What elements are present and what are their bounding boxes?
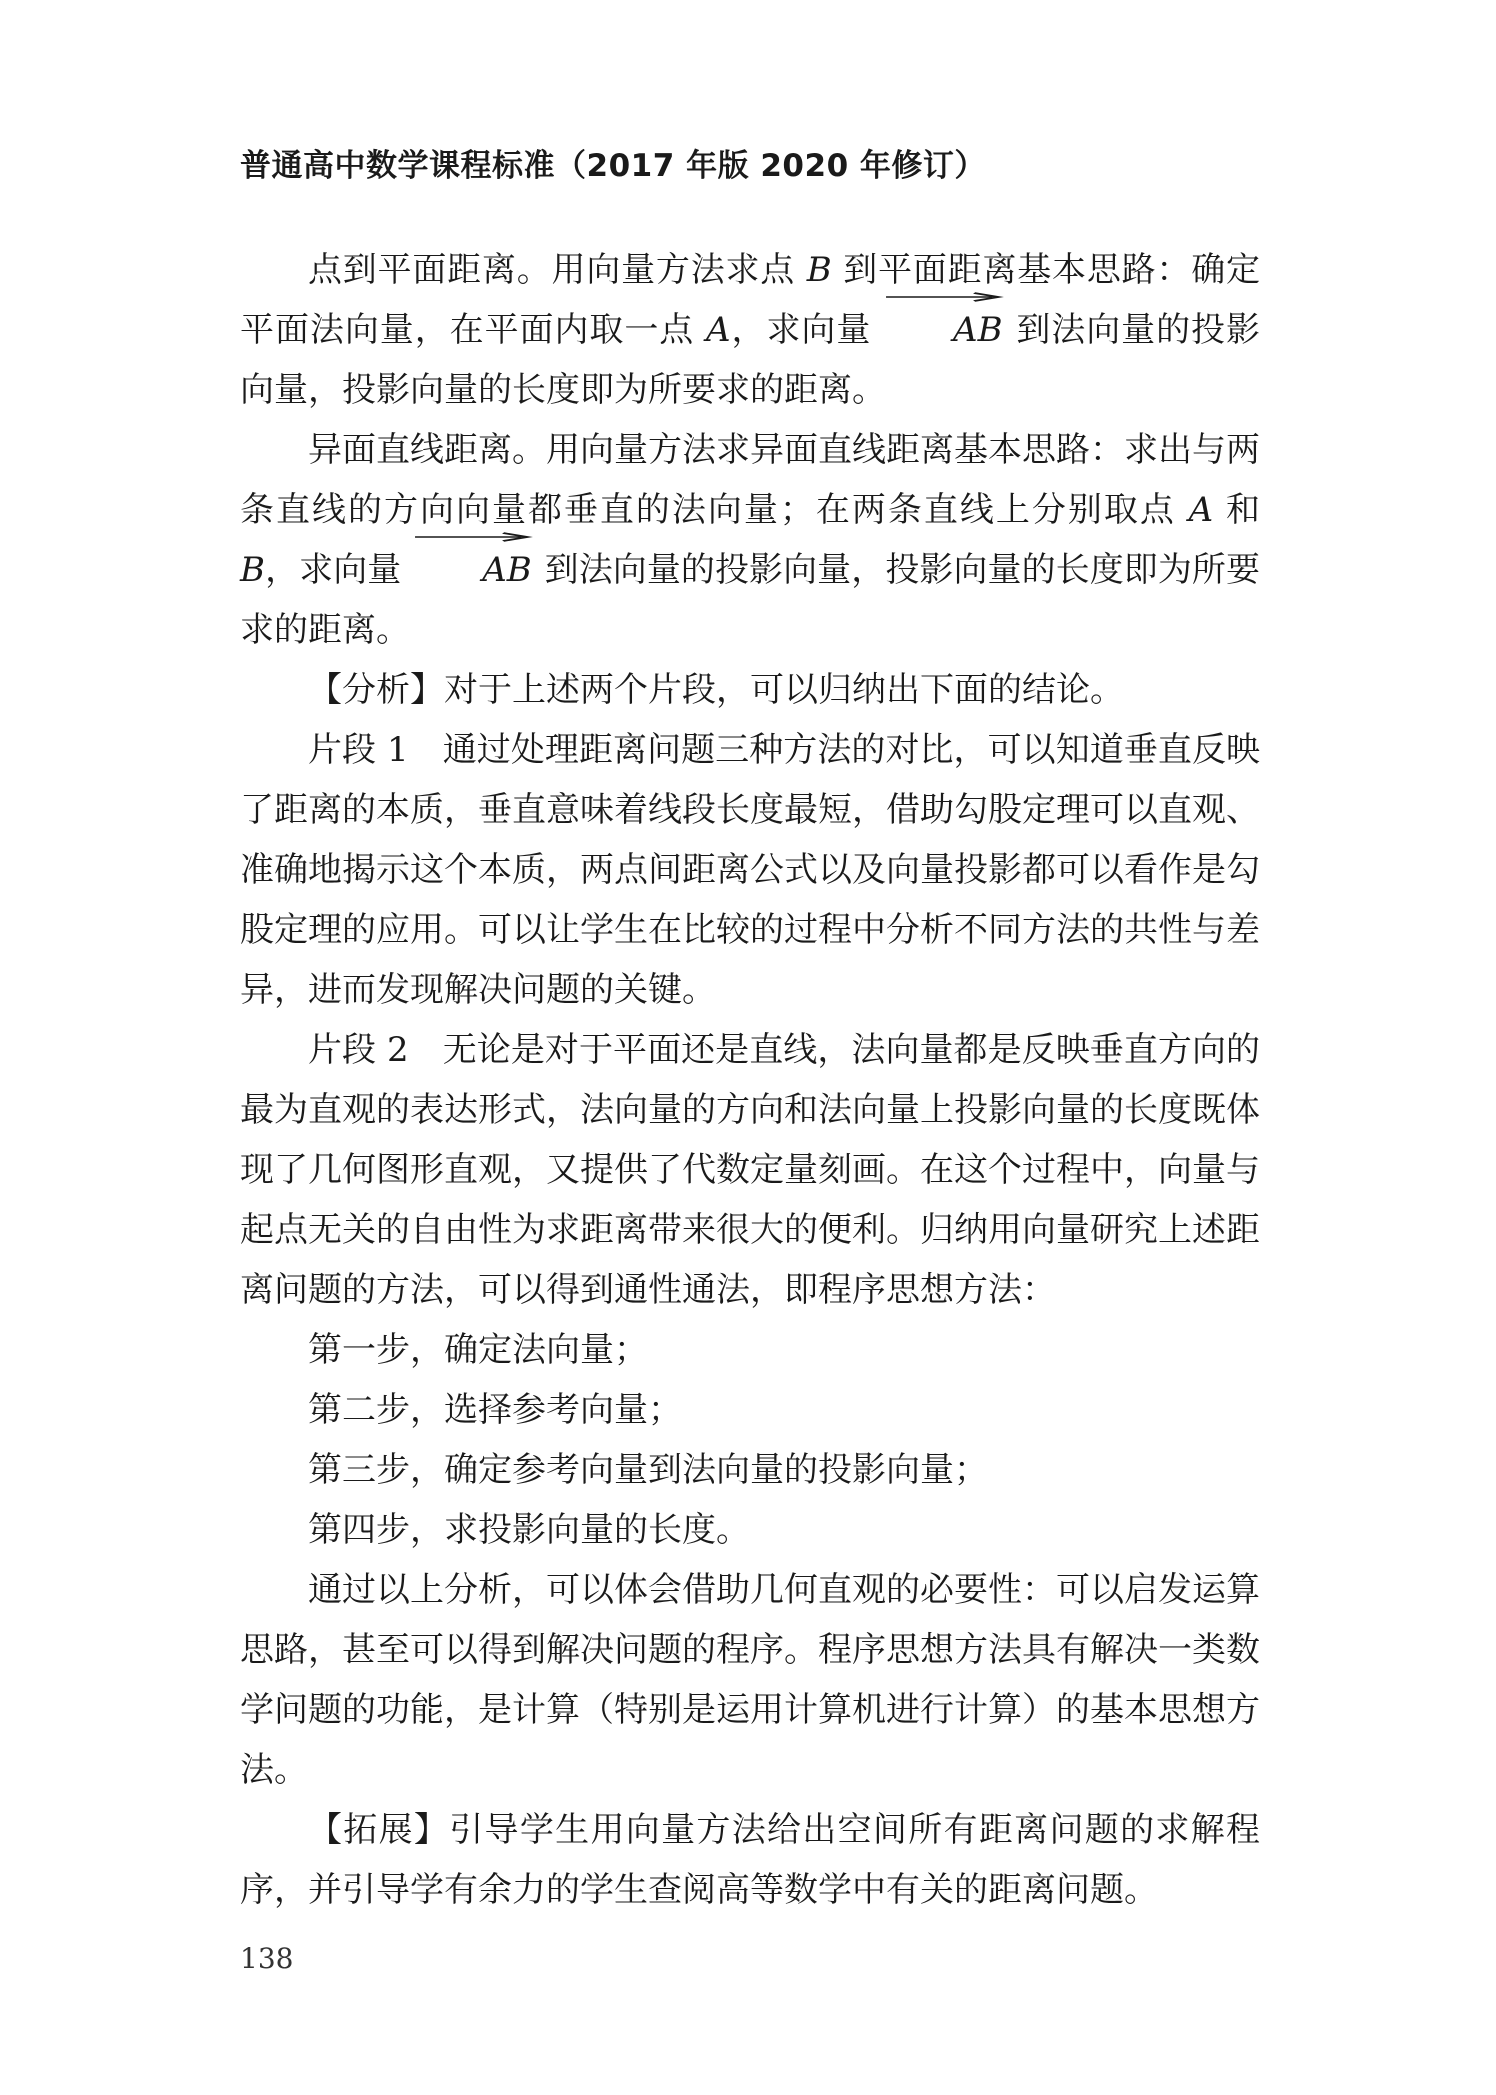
- paragraph-fragment-2: [240, 1020, 1260, 1320]
- vector-ab: [412, 540, 534, 600]
- point-a-symbol: A: [1188, 490, 1214, 530]
- point-b-symbol: B: [240, 550, 265, 590]
- text-run: ，求向量: [730, 310, 884, 350]
- text-run: 到法向量的投影向量，投影向量的长度即为所要求的距离。: [240, 550, 1260, 650]
- running-header: 普通高中数学课程标准（2017 年版 2020 年修订）: [240, 148, 986, 184]
- page-body: [240, 240, 1260, 1920]
- paragraph-extension: 【拓展】引导学生用向量方法给出空间所有距离问题的求解程序，并引导学有余力的学生查阅高等数学中有关的距离问题。: [240, 1810, 1260, 1910]
- step-item: 第一步，确定法向量；: [308, 1330, 648, 1370]
- fragment-text: 通过处理距离问题三种方法的对比，可以知道垂直反映了距离的本质，垂直意味着线段长度最短，借助勾股定理可以直观、准确地揭示这个本质，两点间距离公式以及向量投影都可以看作是勾股定理的应用。可以让学生在比较的过程中分析不同方法的共性与差异，进而发现解决问题的关键。: [240, 730, 1261, 1010]
- fragment-label: 片段 2: [308, 1030, 409, 1070]
- point-a-symbol: A: [706, 310, 731, 350]
- paragraph-point-to-plane: [240, 240, 1260, 420]
- paragraph-fragment-1: [240, 720, 1260, 1020]
- step-item: 第四步，求投影向量的长度。: [308, 1510, 750, 1550]
- point-b-symbol: B: [806, 250, 832, 290]
- step-item: 第三步，确定参考向量到法向量的投影向量；: [308, 1450, 988, 1490]
- paragraph-conclusion: 通过以上分析，可以体会借助几何直观的必要性：可以启发运算思路，甚至可以得到解决问题的程序。程序思想方法具有解决一类数学问题的功能，是计算（特别是运用计算机进行计算）的基本思想方法。: [240, 1570, 1260, 1790]
- fragment-label: 片段 1: [308, 730, 409, 770]
- paragraph-analysis: 【分析】对于上述两个片段，可以归纳出下面的结论。: [308, 670, 1124, 710]
- vector-label: AB: [482, 550, 532, 590]
- vector-label: AB: [953, 310, 1003, 350]
- text-run: 到法向量的投影向量，投影向量的长度即为所要求的距离。: [240, 310, 1260, 410]
- text-run: 异面直线距离。用向量方法求异面直线距离基本思路：求出与两条直线的方向向量都垂直的法向量；在两条直线上分别取点: [240, 430, 1260, 530]
- vector-arrow-icon: [883, 291, 1005, 303]
- vector-ab: [883, 300, 1005, 360]
- fragment-text: 无论是对于平面还是直线，法向量都是反映垂直方向的最为直观的表达形式，法向量的方向和法向量上投影向量的长度既体现了几何图形直观，又提供了代数定量刻画。在这个过程中，向量与起点无关的自由性为求距离带来很大的便利。归纳用向量研究上述距离问题的方法，可以得到通性通法，即程序思想方法：: [240, 1030, 1261, 1310]
- text-run: 点到平面距离。用向量方法求点: [308, 250, 807, 290]
- page-number: 138: [240, 1942, 294, 1975]
- text-run: 和: [1213, 490, 1260, 530]
- step-item: 第二步，选择参考向量；: [308, 1390, 682, 1430]
- text-run: 到平面距离基本思路：确定平面法向量，在平面内取一点: [240, 250, 1260, 350]
- text-run: ，求向量: [265, 550, 413, 590]
- paragraph-skew-lines: [240, 420, 1260, 660]
- vector-arrow-icon: [412, 531, 534, 543]
